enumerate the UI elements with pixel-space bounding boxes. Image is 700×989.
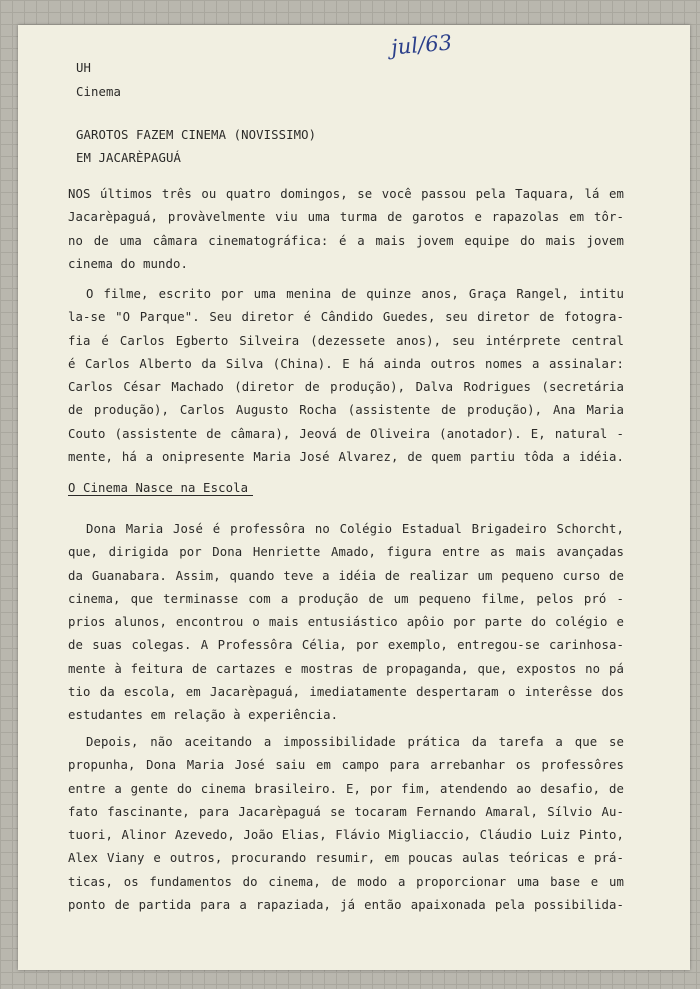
text-line: Depois, não aceitando a impossibilidade prática da tarefa a que se xyxy=(86,735,624,749)
text-line: Carlos César Machado (diretor de produção), Dalva Rodrigues (secretária xyxy=(68,380,624,395)
headline-line-2: EM JACARÈPAGUÁ xyxy=(76,151,182,165)
text-line: propunha, Dona Maria José saiu em campo para arrebanhar os professôres xyxy=(68,758,624,773)
headline-line-1: GAROTOS FAZEM CINEMA (NOVISSIMO) xyxy=(76,128,317,142)
text-line: NOS últimos três ou quatro domingos, se você passou pela Taquara, lá em xyxy=(68,187,624,201)
text-line: de suas colegas. A Professôra Célia, por exemplo, entregou-se carinhosa- xyxy=(68,638,624,653)
text-line: estudantes em relação à experiência. xyxy=(68,708,339,723)
handwritten-date-note: jul/63 xyxy=(390,30,454,60)
text-line: fato fascinante, para Jacarèpaguá se tocaram Fernando Amaral, Sílvio Au- xyxy=(68,804,624,819)
text-line: mente à feitura de cartazes e mostras de propaganda, que, expostos no pá xyxy=(68,661,624,676)
text-line: entre a gente do cinema brasileiro. E, por fim, atendendo ao desafio, de xyxy=(68,781,624,796)
paragraph-4 xyxy=(68,731,624,917)
text-line: é Carlos Alberto da Silva (China). E há ainda outros nomes a assinalar: xyxy=(68,356,624,371)
text-line: fia é Carlos Egberto Silveira (dezessete anos), seu intérprete central xyxy=(68,333,624,348)
text-line: no de uma câmara cinematográfica: é a mais jovem equipe do mais jovem xyxy=(68,233,624,248)
text-line: ticas, os fundamentos do cinema, de modo a proporcionar uma base e um xyxy=(68,874,624,889)
text-line: tuori, Alinor Azevedo, João Elias, Flávio Migliaccio, Cláudio Luiz Pinto, xyxy=(68,828,624,843)
text-line: que, dirigida por Dona Henriette Amado, figura entre as mais avançadas xyxy=(68,545,624,560)
text-line: mente, há a onipresente Maria José Alvarez, de quem partiu tôda a idéia. xyxy=(68,450,624,465)
text-line: cinema, que terminasse com a produção de um pequeno filme, pelos pró - xyxy=(68,591,624,606)
text-line: la-se "O Parque". Seu diretor é Cândido Guedes, seu diretor de fotogra- xyxy=(68,310,624,325)
typewritten-page xyxy=(18,25,690,970)
text-line: cinema do mundo. xyxy=(68,256,189,271)
text-line: Dona Maria José é professôra no Colégio Estadual Brigadeiro Schorcht, xyxy=(86,522,624,536)
paragraph-1 xyxy=(68,183,624,276)
text-line: Alex Viany e outros, procurando resumir, em poucas aulas teóricas e prá- xyxy=(68,851,624,866)
text-line: ponto de partida para a rapaziada, já então apaixonada pela possibilida- xyxy=(68,898,624,913)
text-line: prios alunos, encontrou o mais entusiástico apôio por parte do colégio e xyxy=(68,615,624,630)
section-subtitle: O Cinema Nasce na Escola xyxy=(68,481,253,496)
text-line: Couto (assistente de câmara), Jeová de Oliveira (anotador). E, natural - xyxy=(68,426,624,441)
paragraph-3 xyxy=(68,518,624,728)
paragraph-2 xyxy=(68,283,624,469)
text-line: tio da escola, em Jacarèpaguá, imediatamente despertaram o interêsse dos xyxy=(68,685,624,700)
text-line: da Guanabara. Assim, quando teve a idéia de realizar um pequeno curso de xyxy=(68,568,624,583)
text-line: O filme, escrito por uma menina de quinze anos, Graça Rangel, intitu xyxy=(86,287,624,301)
text-line: de produção), Carlos Augusto Rocha (assistente de produção), Ana Maria xyxy=(68,403,624,418)
source-label: UH xyxy=(76,61,92,75)
section-label: Cinema xyxy=(76,85,122,99)
text-line: Jacarèpaguá, provàvelmente viu uma turma de garotos e rapazolas em tôr- xyxy=(68,210,624,225)
